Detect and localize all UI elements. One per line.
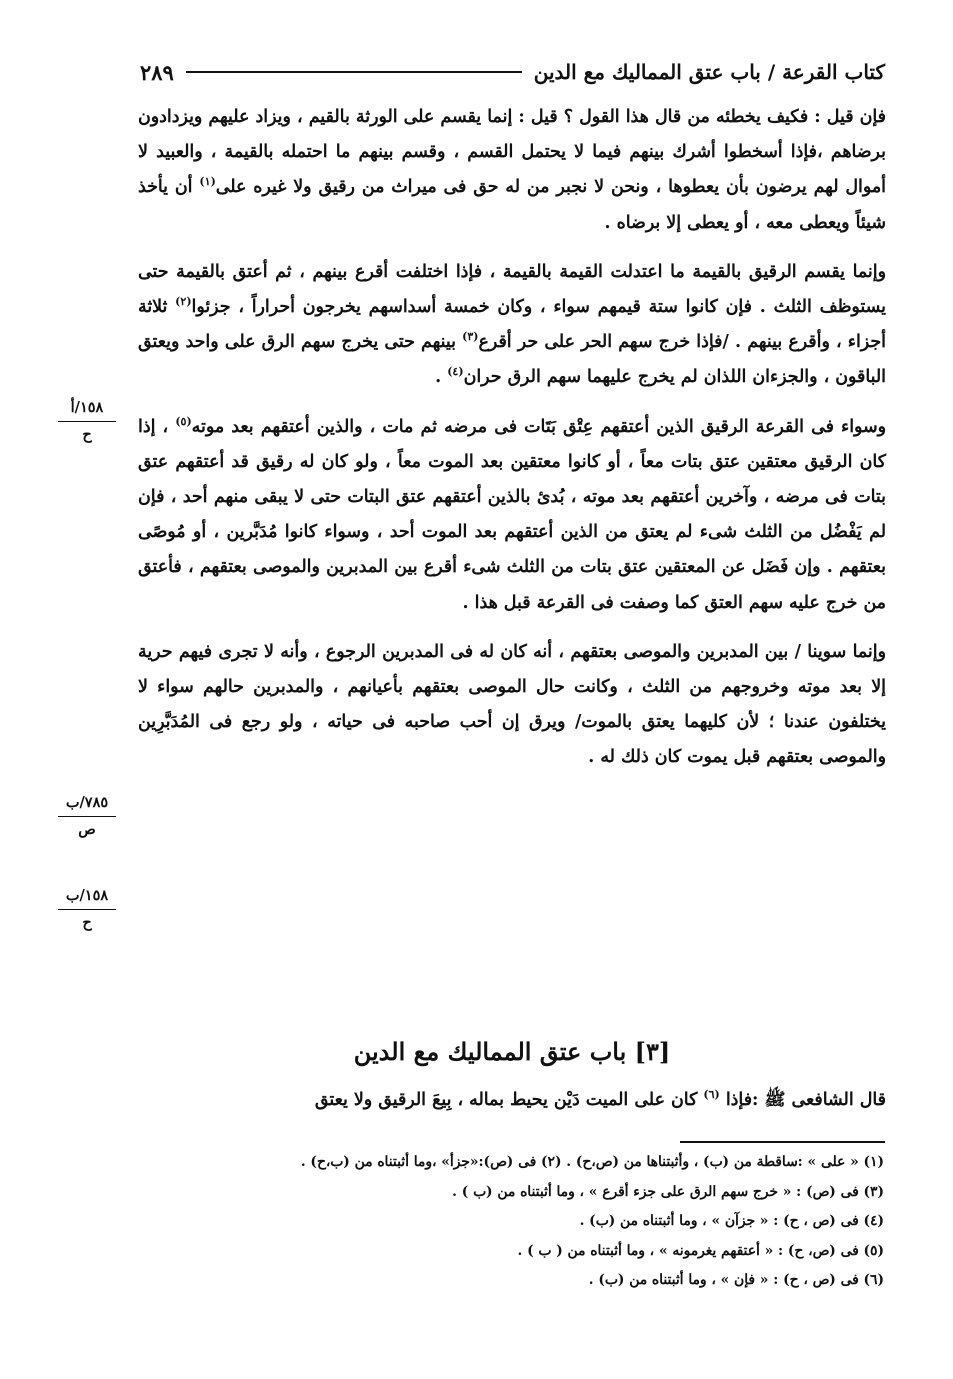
margin-folio-note: ١٥٨/ب ح	[52, 886, 122, 933]
main-text	[138, 100, 886, 776]
page-number: ٢٨٩	[140, 59, 174, 85]
footnote: (١) « على » :ساقطة من (ب) ، وأثبتناها من (ص،ح) . (٢) فى (ص):«جزأ» ،وما أثبتناه من (ب،ح) .	[300, 1154, 884, 1170]
section-opening-line: قال الشافعى ﷺ :فإذا $^{(٦)}$ كان على الميت دَيْن يحيط بماله ، بِيعَ الرقيق ولا يعتق	[314, 1088, 886, 1110]
section-title: [٣] باب عتق المماليك مع الدين	[353, 1037, 671, 1066]
footnote: (٥) فى (ص، ح) : « أعتقهم يغرمونه » ، وما أثبتناه من ( ب ) .	[517, 1242, 884, 1259]
footnote-ref: (٥)	[175, 414, 192, 428]
footnote: (٤) فى (ص ، ح) : « جزآن » ، وما أثبتناه من (ب) .	[579, 1213, 884, 1229]
footnote-ref: (٣)	[462, 330, 479, 344]
footnote: (٣) فى (ص) : « خرج سهم الرق على جزء أقرع » ، وما أثبتناه من (ب ) .	[452, 1183, 884, 1200]
header-rule	[186, 71, 522, 73]
paragraph-2: وإنما يقسم الرقيق بالقيمة ما اعتدلت القيمة بالقيمة ، فإذا اختلفت أقرع بينهم ، ثم أعتق بالقيمة حتى يستوظف الثلث . فإن كانوا ستة قيمهم سواء ، وكان خمسة أسداسهم يخرجون أحراراً ، جزئوا$^{(٢)}$ ثلاثة أجزاء ، وأقرع بينهم . /فإذا خرج سهم الحر على حر أقرع$^{(٣)}$ بينهم حتى يخرج سهم الرق على واحد ويعتق الباقون ، والجزءان اللذان لم يخرج عليهما سهم الرق حران$^{(٤)}$ .	[138, 261, 887, 388]
margin-folio-note: ٧٨٥/ب ص	[52, 793, 122, 840]
paragraph-1: فإن قيل : فكيف يخطئه من قال هذا القول ؟ قيل : إنما يقسم على الورثة بالقيم ، ويزاد عليهم ويزدادون برضاهم ،فإذا أسخطوا أشرك بينهم فيما لا يحتمل القسم ، وقسم بينهم ما احتمله بالقيمة ، والعبيد لا أموال لهم يرضون بأن يعطوها ، ونحن لا نجبر من له حق فى ميراث من رقيق ولا غيره على$^{(١)}$ أن يأخذ شيئاً ويعطى معه ، أو يعطى إلا برضاه .	[138, 107, 886, 233]
paragraph-3: وسواء فى القرعة الرقيق الذين أعتقهم عِتْق بَتَات فى مرضه ثم مات ، والذين أعتقهم بعد موته$^{(٥)}$ ، إذا كان الرقيق معتقين عتق بتات معاً ، أو كانوا معتقين بعد الموت معاً ، ولو كان له رقيق قد أعتقهم عتق بتات فى مرضه ، وآخرين أعتقهم بعد موته ، بُدئ بالذين أعتقهم عتق البتات حتى لا يبقى منهم أحد ، فإن لم يَفْضُل من الثلث شىء لم يعتق من الذين أعتقهم بعد الموت أحد ، وسواء كانوا مُدَبَّرين ، أو مُوصًى بعتقهم . وإن فَضَل عن المعتقين عتق بتات من الثلث شىء أقرع بين المدبرين والموصى بعتقهم ، فأعتق من خرج عليه سهم العتق كما وصفت فى القرعة قبل هذا .	[138, 414, 887, 613]
footnote-ref: (١)	[199, 175, 216, 189]
footnote-ref: (٢)	[175, 295, 192, 309]
margin-folio-note: ١٥٨/أ ح	[52, 398, 122, 445]
running-title: كتاب القرعة / باب عتق المماليك مع الدين	[533, 60, 885, 84]
footnote-ref: (٤)	[447, 365, 464, 379]
footnote-separator	[680, 1141, 885, 1143]
footnotes	[138, 1148, 884, 1296]
footnote-ref: (٦)	[703, 1088, 720, 1102]
page-header	[140, 52, 885, 92]
footnote: (٦) فى (ص ، ح) : « فإن » ، وما أثبتناه من (ب) .	[588, 1272, 884, 1288]
paragraph-4: وإنما سوينا / بين المدبرين والموصى بعتقهم ، أنه كان له فى المدبرين الرجوع ، وأنه لا تجرى فيهم حرية إلا بعد موته وخروجهم من الثلث ، وكانت حال الموصى بعتقهم بأعيانهم ، والمدبرين حالهم سواء لا يختلفون عندنا ؛ لأن كليهما يعتق بالموت/ ويرق إن أحب صاحبه فى حياته ، ولو رجع فى المُدَبَّرِين والموصى بعتقهم قبل يموت كان ذلك له .	[138, 641, 886, 768]
